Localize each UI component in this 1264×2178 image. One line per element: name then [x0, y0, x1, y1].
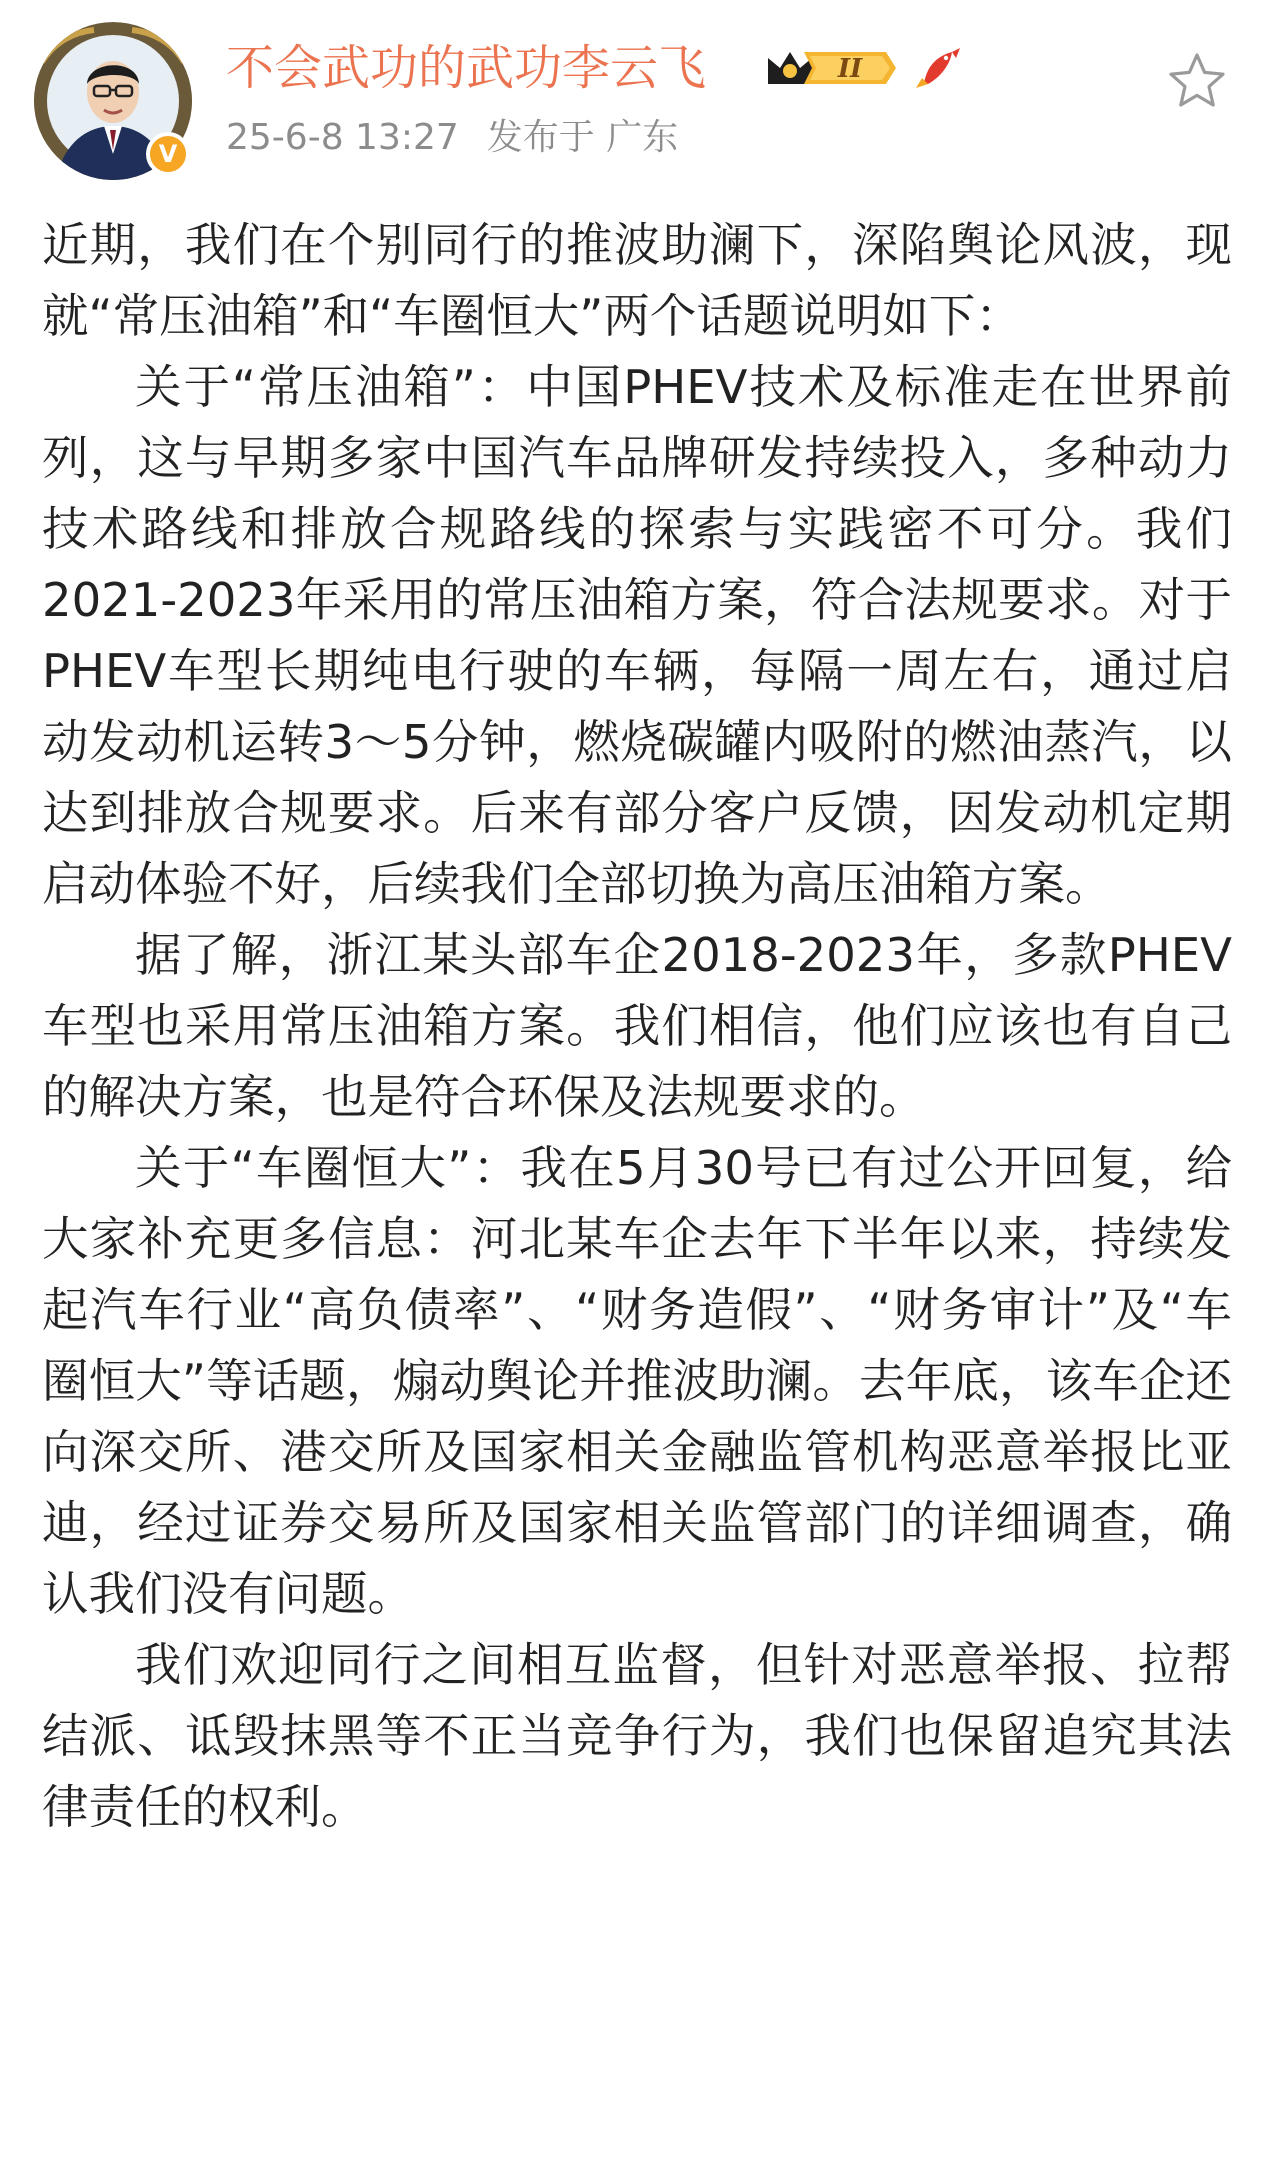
verified-icon: V — [146, 132, 190, 176]
paragraph-closing: 我们欢迎同行之间相互监督，但针对恶意举报、拉帮结派、诋毁抹黑等不正当竞争行为，我们也保留追究其法律责任的权利。 — [42, 1638, 1232, 1834]
paragraph-intro: 近期，我们在个别同行的推波助澜下，深陷舆论风波，现就“常压油箱”和“车圈恒大”两个话题说明如下： — [42, 218, 1232, 343]
post-header — [0, 0, 1264, 190]
post-content — [42, 210, 1232, 1843]
post-time: 25-6-8 13:27 — [226, 117, 459, 158]
post-meta — [226, 114, 706, 162]
post-location: 发布于 广东 — [486, 117, 679, 158]
red-fish-icon — [914, 44, 962, 92]
author-name[interactable]: 不会武功的武功李云飞 — [226, 40, 707, 96]
crown-level-badge-icon[interactable] — [764, 44, 898, 92]
paragraph-evergrande: 关于“车圈恒大”：我在5月30号已有过公开回复，给大家补充更多信息：河北某车企去年下半年以来，持续发起汽车行业“高负债率”、“财务造假”、“财务审计”及“车圈恒大”等话题，煽动舆论并推波助澜。去年底，该车企还向深交所、港交所及国家相关金融监管机构恶意举报比亚迪，经过证券交易所及国家相关监管部门的详细调查，确认我们没有问题。 — [42, 1141, 1232, 1621]
favorite-star-button[interactable] — [1166, 50, 1228, 112]
paragraph-zhejiang: 据了解，浙江某头部车企2018-2023年，多款PHEV车型也采用常压油箱方案。我们相信，他们应该也有自己的解决方案，也是符合环保及法规要求的。 — [42, 928, 1232, 1124]
level-badge-label: II — [837, 54, 863, 84]
paragraph-fuel-tank: 关于“常压油箱”：中国PHEV技术及标准走在世界前列，这与早期多家中国汽车品牌研发持续投入，多种动力技术路线和排放合规路线的探索与实践密不可分。我们2021-2023年采用的常压油箱方案，符合法规要求。对于PHEV车型长期纯电行驶的车辆，每隔一周左右，通过启动发动机运转3～5分钟，燃烧碳罐内吸附的燃油蒸汽，以达到排放合规要求。后来有部分客户反馈，因发动机定期启动体验不好，后续我们全部切换为高压油箱方案。 — [42, 360, 1232, 911]
star-icon — [1166, 50, 1228, 112]
avatar[interactable] — [34, 22, 192, 180]
